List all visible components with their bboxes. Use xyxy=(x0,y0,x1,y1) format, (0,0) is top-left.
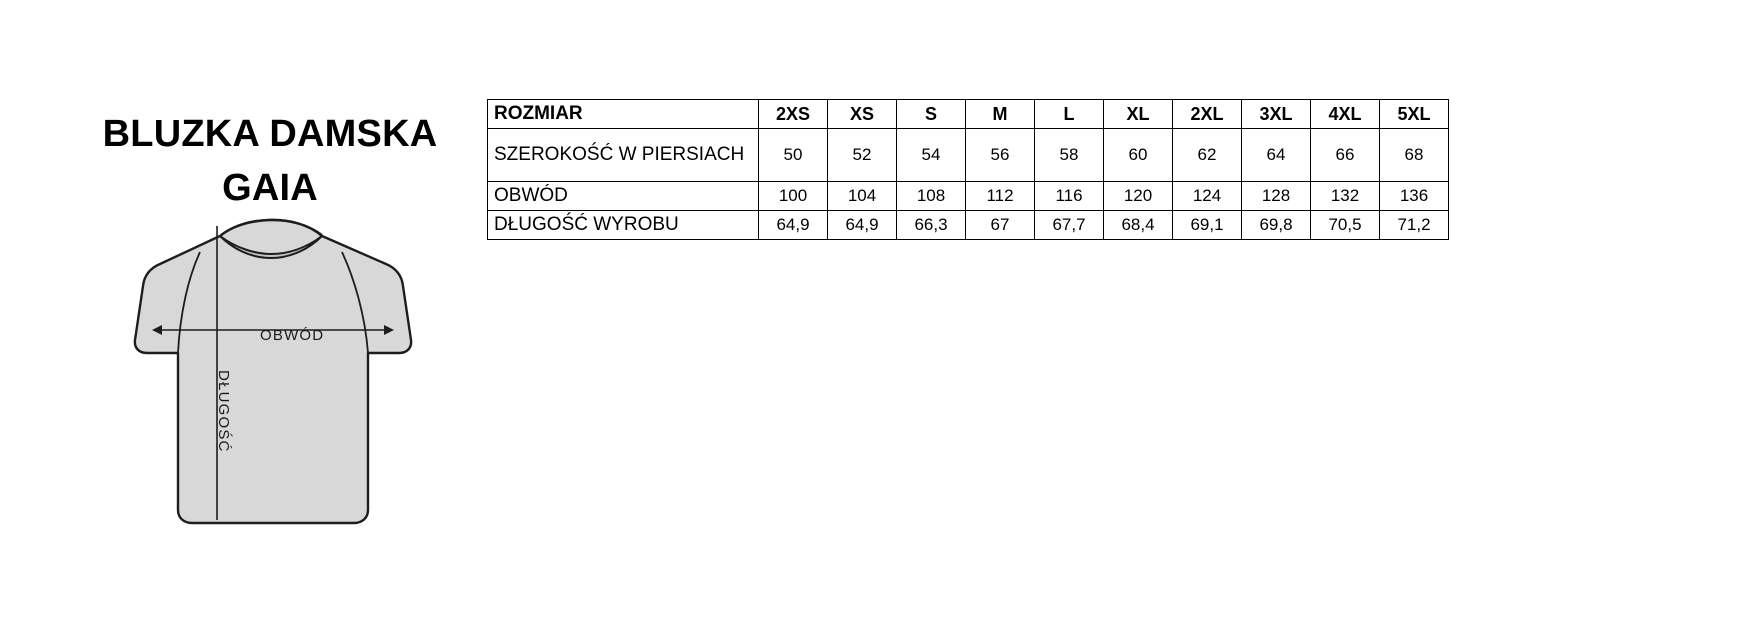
cell-length-3xl: 69,8 xyxy=(1242,211,1311,240)
table-row xyxy=(488,182,1449,211)
cell-length-s: 66,3 xyxy=(897,211,966,240)
figure-label-length: DŁUGOŚĆ xyxy=(215,370,232,453)
cell-circumference-xl: 120 xyxy=(1104,182,1173,211)
table-row xyxy=(488,211,1449,240)
cell-chest-width-3xl: 64 xyxy=(1242,129,1311,182)
cell-chest-width-xs: 52 xyxy=(828,129,897,182)
cell-chest-width-xl: 60 xyxy=(1104,129,1173,182)
cell-circumference-s: 108 xyxy=(897,182,966,211)
table-header-size-6: 2XL xyxy=(1173,100,1242,129)
page-title xyxy=(0,108,540,216)
row-label-chest-width: SZEROKOŚĆ W PIERSIACH xyxy=(488,129,759,182)
table-row xyxy=(488,129,1449,182)
table-header-size-3: M xyxy=(966,100,1035,129)
cell-length-xl: 68,4 xyxy=(1104,211,1173,240)
table-header-size-4: L xyxy=(1035,100,1104,129)
cell-length-2xl: 69,1 xyxy=(1173,211,1242,240)
table-header-size-8: 4XL xyxy=(1311,100,1380,129)
table-header-size-1: XS xyxy=(828,100,897,129)
cell-chest-width-m: 56 xyxy=(966,129,1035,182)
cell-length-l: 67,7 xyxy=(1035,211,1104,240)
product-title-line-2: GAIA xyxy=(222,166,318,209)
product-title-line-1: BLUZKA DAMSKA xyxy=(102,113,438,155)
cell-chest-width-l: 58 xyxy=(1035,129,1104,182)
cell-circumference-4xl: 132 xyxy=(1311,182,1380,211)
cell-length-2xs: 64,9 xyxy=(759,211,828,240)
cell-chest-width-s: 54 xyxy=(897,129,966,182)
table-header-size-label: ROZMIAR xyxy=(488,100,759,129)
table-header-size-9: 5XL xyxy=(1380,100,1449,129)
cell-length-xs: 64,9 xyxy=(828,211,897,240)
cell-circumference-m: 112 xyxy=(966,182,1035,211)
row-label-length: DŁUGOŚĆ WYROBU xyxy=(488,211,759,240)
table-header-size-2: S xyxy=(897,100,966,129)
cell-circumference-5xl: 136 xyxy=(1380,182,1449,211)
product-figure-panel xyxy=(0,0,540,622)
cell-chest-width-2xl: 62 xyxy=(1173,129,1242,182)
row-label-circumference: OBWÓD xyxy=(488,182,759,211)
table-header-size-5: XL xyxy=(1104,100,1173,129)
cell-length-4xl: 70,5 xyxy=(1311,211,1380,240)
cell-circumference-2xl: 124 xyxy=(1173,182,1242,211)
cell-circumference-3xl: 128 xyxy=(1242,182,1311,211)
cell-circumference-xs: 104 xyxy=(828,182,897,211)
cell-circumference-l: 116 xyxy=(1035,182,1104,211)
cell-length-5xl: 71,2 xyxy=(1380,211,1449,240)
cell-chest-width-5xl: 68 xyxy=(1380,129,1449,182)
table-header-row xyxy=(488,100,1449,129)
table-header-size-7: 3XL xyxy=(1242,100,1311,129)
cell-chest-width-4xl: 66 xyxy=(1311,129,1380,182)
size-table xyxy=(487,99,1449,240)
size-chart xyxy=(487,99,1449,240)
figure-label-chest: OBWÓD xyxy=(260,327,325,344)
cell-chest-width-2xs: 50 xyxy=(759,129,828,182)
table-header-size-0: 2XS xyxy=(759,100,828,129)
tshirt-diagram xyxy=(100,218,440,548)
cell-length-m: 67 xyxy=(966,211,1035,240)
cell-circumference-2xs: 100 xyxy=(759,182,828,211)
